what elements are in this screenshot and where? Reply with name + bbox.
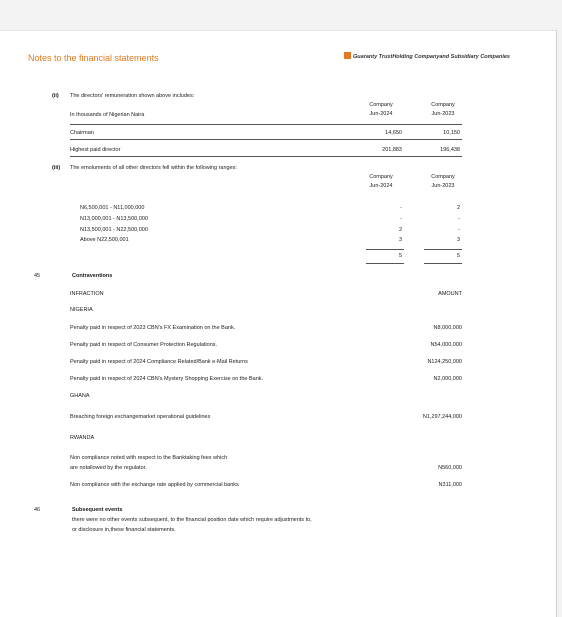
- section-iii-intro: The emoluments of all other directors fell within the following ranges:: [70, 165, 237, 171]
- section-ii-col1-header-2: Jun-2024: [369, 111, 393, 117]
- section-ii-col2-header-2: Jun-2023: [431, 111, 455, 117]
- ghana-row-amount: N1,297,244,000: [422, 414, 462, 420]
- ghana-row-text: Breaching foreign exchangemarket operational guidelines: [70, 414, 211, 420]
- section-ii-intro: The directors' remuneration shown above includes:: [70, 93, 195, 99]
- range-row-4-2023: 3: [456, 237, 460, 243]
- divider: [70, 124, 462, 125]
- note-46-line-2: or disclosure in,these financial statements.: [72, 527, 176, 533]
- nigeria-row-3-text: Penalty paid in respect of 2024 Compliance Related/Bank e-Mail Returns: [70, 359, 248, 365]
- country-rwanda: RWANDA: [70, 435, 95, 441]
- document-page: [0, 30, 557, 617]
- nigeria-row-1-amount: N8,000,000: [433, 325, 462, 331]
- range-row-3-2023: -: [458, 227, 460, 233]
- col-infraction-header: INFRACTION: [70, 291, 104, 297]
- rwanda-row-2-text: Non compliance with the exchange rate applied by commercial banks: [70, 482, 239, 488]
- range-row-1-label: N6,500,001 - N11,000,000: [80, 205, 145, 211]
- row-chairman-label: Chairman: [70, 130, 94, 136]
- range-total-2023: 5: [456, 253, 460, 259]
- company-brand-text: Guaranty TrustHolding Companyand Subsidiary Companies: [353, 54, 510, 60]
- total-rule-2024-bottom: [366, 263, 404, 264]
- range-row-2-2024: -: [400, 216, 402, 222]
- col-amount-header: AMOUNT: [438, 291, 462, 297]
- range-row-4-label: Above N22,500,001: [80, 237, 129, 243]
- range-row-4-2024: 3: [398, 237, 402, 243]
- range-row-2-label: N13,000,001 - N13,500,000: [80, 216, 148, 222]
- nigeria-row-4-amount: N2,000,000: [433, 376, 462, 382]
- company-logo-icon: [344, 52, 351, 59]
- section-iii-col2-header-2: Jun-2023: [431, 183, 455, 189]
- nigeria-row-3-amount: N124,250,000: [427, 359, 462, 365]
- total-rule-2023-bottom: [424, 263, 462, 264]
- total-rule-2024-top: [366, 249, 404, 250]
- total-rule-2023-top: [424, 249, 462, 250]
- units-label: In thousands of Nigerian Naira: [70, 112, 145, 118]
- row-chairman-2023: 10,150: [443, 130, 460, 136]
- note-45-title: Contraventions: [72, 273, 113, 279]
- range-total-2024: 5: [398, 253, 402, 259]
- range-row-1-2023: 2: [456, 205, 460, 211]
- divider: [70, 139, 462, 140]
- section-iii-col1-header-1: Company: [369, 174, 393, 180]
- note-45-number: 45: [34, 273, 41, 279]
- page-header-title: Notes to the financial statements: [28, 53, 159, 63]
- range-row-1-2024: -: [400, 205, 402, 211]
- note-46-number: 46: [34, 507, 41, 513]
- nigeria-row-4-text: Penalty paid in respect of 2024 CBN's Mystery Shopping Exercise on the Bank.: [70, 376, 264, 382]
- row-highest-paid-2024: 201,883: [382, 147, 402, 153]
- nigeria-row-2-amount: N54,000,000: [430, 342, 462, 348]
- section-iii-marker: (iii): [52, 165, 61, 171]
- rwanda-row-2-amount: N311,000: [438, 482, 462, 488]
- rwanda-row-1-amount: N560,000: [438, 465, 462, 471]
- rwanda-row-1-text-line-2: are notallowed by the regulator.: [70, 465, 147, 471]
- nigeria-row-1-text: Penalty paid in respect of 2023 CBN's FX Examination on the Bank.: [70, 325, 236, 331]
- country-ghana: GHANA: [70, 393, 90, 399]
- section-iii-col2-header-1: Company: [431, 174, 455, 180]
- rwanda-row-1-text-line-1: Non compliance noted with respect to the Banktaking fees which: [70, 455, 228, 461]
- row-highest-paid-2023: 196,438: [440, 147, 460, 153]
- note-46-title: Subsequent events: [72, 507, 123, 513]
- company-brand: [344, 52, 510, 60]
- section-ii-marker: (ii): [52, 93, 59, 99]
- divider: [70, 156, 462, 157]
- range-row-2-2023: -: [458, 216, 460, 222]
- range-row-3-2024: 2: [398, 227, 402, 233]
- row-chairman-2024: 14,650: [385, 130, 402, 136]
- row-highest-paid-label: Highest paid director: [70, 147, 121, 153]
- country-nigeria: NIGERIA: [70, 307, 93, 313]
- nigeria-row-2-text: Penalty paid in respect of Consumer Protection Regulations.: [70, 342, 218, 348]
- note-46-line-1: there were no other events subsequent, to the financial position date which require adjustments to,: [72, 517, 312, 523]
- section-ii-col1-header-1: Company: [369, 102, 393, 108]
- section-ii-col2-header-1: Company: [431, 102, 455, 108]
- section-iii-col1-header-2: Jun-2024: [369, 183, 393, 189]
- range-row-3-label: N13,500,001 - N22,500,000: [80, 227, 148, 233]
